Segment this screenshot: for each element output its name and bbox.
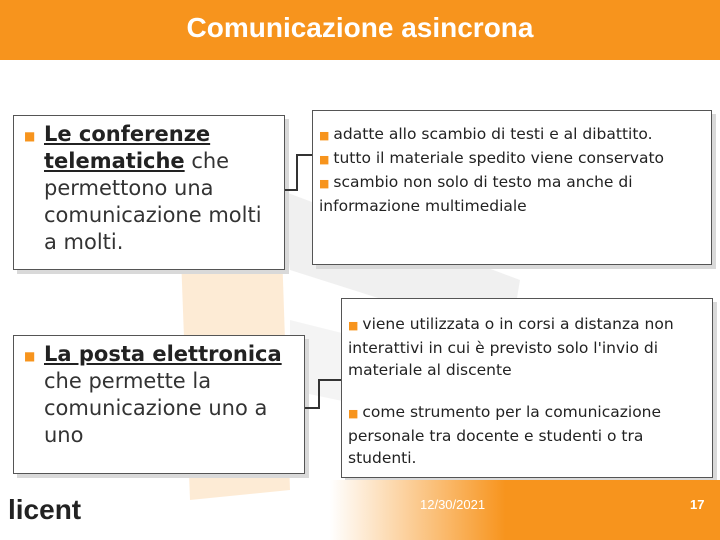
email-detail-box	[341, 298, 713, 478]
square-bullet-icon: ■	[24, 349, 36, 363]
conferences-detail-2: ■ tutto il materiale spedito viene conservato	[319, 149, 664, 167]
square-bullet-icon: ■	[24, 129, 36, 143]
footer-date: 12/30/2021	[420, 497, 486, 512]
email-item	[22, 341, 296, 449]
email-text: che permette la comunicazione uno a uno	[44, 369, 268, 447]
conferences-heading: Le conferenze telematiche	[44, 122, 211, 173]
square-bullet-icon: ■	[319, 177, 330, 190]
square-bullet-icon: ■	[319, 153, 330, 166]
footer-logo: licent	[8, 494, 82, 525]
conferences-text: che permettono una comunicazione molti a molti.	[44, 149, 262, 254]
email-detail-2: ■ come strumento per la comunicazione personale tra docente e studenti o tra studenti.	[348, 403, 662, 467]
connector-top	[285, 150, 315, 200]
conferences-detail-3: ■ scambio non solo di testo ma anche di informazione multimediale	[319, 173, 633, 215]
conferences-detail-1: ■ adatte allo scambio di testi e al dibattito.	[319, 125, 653, 143]
footer-page-number: 17	[690, 497, 705, 512]
square-bullet-icon: ■	[319, 129, 330, 142]
square-bullet-icon: ■	[348, 319, 359, 332]
email-detail-1: ■ viene utilizzata o in corsi a distanza non interattivi in cui è previsto solo l'invio di materiale al discente	[348, 315, 674, 379]
slide-title: Comunicazione asincrona	[186, 12, 534, 43]
email-heading: La posta elettronica	[44, 342, 282, 366]
conferences-box	[13, 115, 285, 270]
square-bullet-icon: ■	[348, 407, 359, 420]
footer-band	[330, 480, 720, 540]
title-bar	[0, 0, 720, 60]
email-box	[13, 335, 305, 474]
connector-bottom	[305, 375, 343, 415]
conferences-detail-box	[312, 110, 712, 265]
conferences-item	[22, 121, 276, 256]
